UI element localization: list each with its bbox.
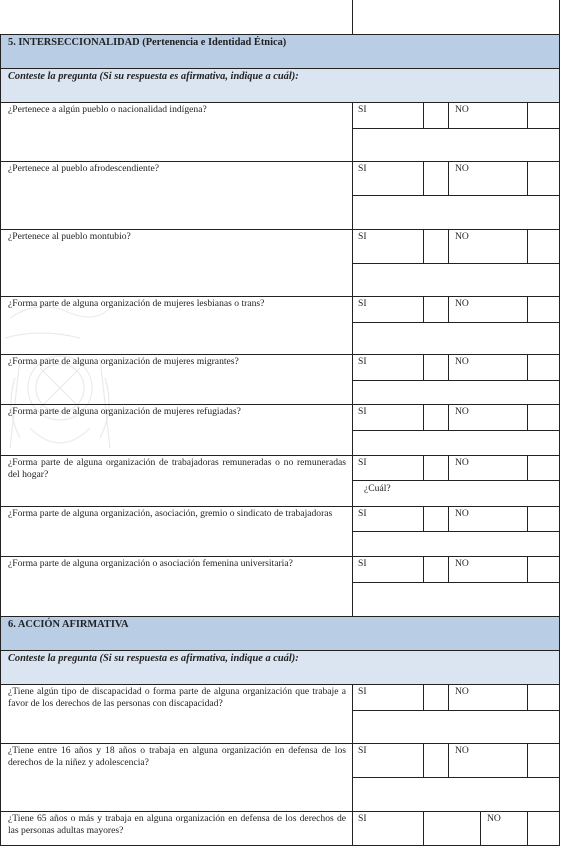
no-label: NO (455, 457, 469, 468)
section-5-instruction: Conteste la pregunta (Si su respuesta es afirmativa, indique a cuál): (8, 71, 299, 82)
rule (352, 531, 560, 532)
cell-divider (423, 161, 424, 195)
question-text: ¿Forma parte de alguna organización, asociación, gremio o sindicato de trabajadoras (8, 508, 333, 519)
cell-divider (527, 102, 528, 128)
cell-divider (527, 743, 528, 777)
cell-divider (448, 102, 449, 128)
cell-divider (423, 354, 424, 380)
cell-divider (527, 296, 528, 322)
rule (0, 506, 560, 507)
rule (0, 455, 560, 456)
cell-divider (527, 506, 528, 531)
cell-divider (448, 296, 449, 322)
cell-divider (423, 102, 424, 128)
yes-label: SI (358, 558, 367, 569)
cell-divider (423, 684, 424, 710)
rule (352, 322, 560, 323)
section-6-title: 6. ACCIÓN AFIRMATIVA (8, 619, 129, 630)
cell-divider (527, 404, 528, 430)
rule (352, 430, 560, 431)
yes-label: SI (358, 163, 367, 174)
question-text: ¿Pertenece al pueblo afrodescendiente? (8, 163, 160, 174)
question-text: ¿Pertenece al pueblo montubio? (8, 231, 131, 242)
cell-divider (527, 354, 528, 380)
question-text: ¿Forma parte de alguna organización de mujeres migrantes? (8, 356, 239, 367)
cell-divider (527, 811, 528, 846)
rule (0, 68, 560, 69)
yes-label: SI (358, 457, 367, 468)
cell-divider (423, 811, 424, 846)
no-label: NO (455, 104, 469, 115)
rule (352, 195, 560, 196)
rule (0, 556, 560, 557)
answer-column-divider (352, 102, 353, 616)
cell-divider (423, 296, 424, 322)
cell-divider (448, 161, 449, 195)
question-text: ¿Pertenece a algún pueblo o nacionalidad indígena? (8, 104, 207, 115)
cell-divider (448, 354, 449, 380)
cell-divider (480, 811, 481, 846)
rule (0, 34, 560, 35)
no-label: NO (455, 231, 469, 242)
no-label: NO (455, 558, 469, 569)
yes-label: SI (358, 298, 367, 309)
cell-divider (448, 229, 449, 263)
yes-label: SI (358, 813, 367, 824)
question-text: ¿Forma parte de alguna organización de mujeres lesbianas o trans? (8, 298, 265, 309)
cell-divider (423, 506, 424, 531)
rule (352, 128, 560, 129)
cell-divider (527, 229, 528, 263)
cell-divider (448, 455, 449, 480)
question-text: ¿Forma parte de alguna organización o asociación femenina universitaria? (8, 558, 293, 569)
no-label: NO (455, 508, 469, 519)
answer-column-divider (352, 684, 353, 846)
rule (352, 582, 560, 583)
question-text: ¿Tiene entre 16 años y 18 años o trabaja en alguna organización en defensa de los derechos de la niñez y adolescencia? (8, 745, 346, 768)
left-border (0, 616, 1, 846)
no-label: NO (487, 813, 501, 824)
cell-divider (423, 404, 424, 430)
rule (0, 354, 560, 355)
cell-divider (423, 455, 424, 480)
cell-divider (448, 506, 449, 531)
question-text: ¿Forma parte de alguna organización de mujeres refugiadas? (8, 406, 241, 417)
no-label: NO (455, 356, 469, 367)
rule (352, 710, 560, 711)
cell-divider (527, 684, 528, 710)
cell-divider (423, 743, 424, 777)
no-label: NO (455, 298, 469, 309)
rule (0, 743, 560, 744)
cell-divider (448, 556, 449, 582)
left-border (0, 34, 1, 616)
cell-divider (527, 455, 528, 480)
rule (0, 229, 560, 230)
yes-label: SI (358, 745, 367, 756)
rule (0, 102, 560, 103)
top-divider (352, 0, 353, 34)
rule (0, 404, 560, 405)
question-text: ¿Forma parte de alguna organización de trabajadoras remuneradas o no remuneradas del hogar? (8, 457, 346, 480)
no-label: NO (455, 406, 469, 417)
yes-label: SI (358, 231, 367, 242)
right-border (559, 34, 560, 616)
cell-divider (448, 404, 449, 430)
rule (0, 684, 560, 685)
rule (352, 777, 560, 778)
yes-label: SI (358, 356, 367, 367)
right-border (559, 616, 560, 846)
question-text: ¿Tiene 65 años o más y trabaja en alguna organización en defensa de los derechos de las personas adultas mayores? (8, 813, 346, 836)
section-6-instruction: Conteste la pregunta (Si su respuesta es afirmativa, indique a cuál): (8, 653, 299, 664)
rule (0, 811, 560, 812)
no-label: NO (455, 745, 469, 756)
rule (0, 161, 560, 162)
coat-of-arms-watermark (0, 298, 120, 468)
cell-divider (423, 556, 424, 582)
cell-divider (527, 556, 528, 582)
yes-label: SI (358, 686, 367, 697)
cell-divider (448, 684, 449, 710)
no-label: NO (455, 686, 469, 697)
section-5-title: 5. INTERSECCIONALIDAD (Pertenencia e Identidad Étnica) (8, 37, 287, 48)
yes-label: SI (358, 406, 367, 417)
cell-divider (448, 743, 449, 777)
yes-label: SI (358, 104, 367, 115)
rule (352, 480, 560, 481)
cell-divider (423, 229, 424, 263)
rule (0, 296, 560, 297)
rule (0, 845, 560, 846)
which-label: ¿Cuál? (364, 483, 391, 494)
rule (352, 380, 560, 381)
yes-label: SI (358, 508, 367, 519)
question-text: ¿Tiene algún tipo de discapacidad o forma parte de alguna organización que trabaje a favor de los derechos de las personas con discapacidad? (8, 686, 346, 709)
cell-divider (527, 161, 528, 195)
top-right-border (559, 0, 560, 34)
rule (0, 650, 560, 651)
no-label: NO (455, 163, 469, 174)
rule (352, 263, 560, 264)
